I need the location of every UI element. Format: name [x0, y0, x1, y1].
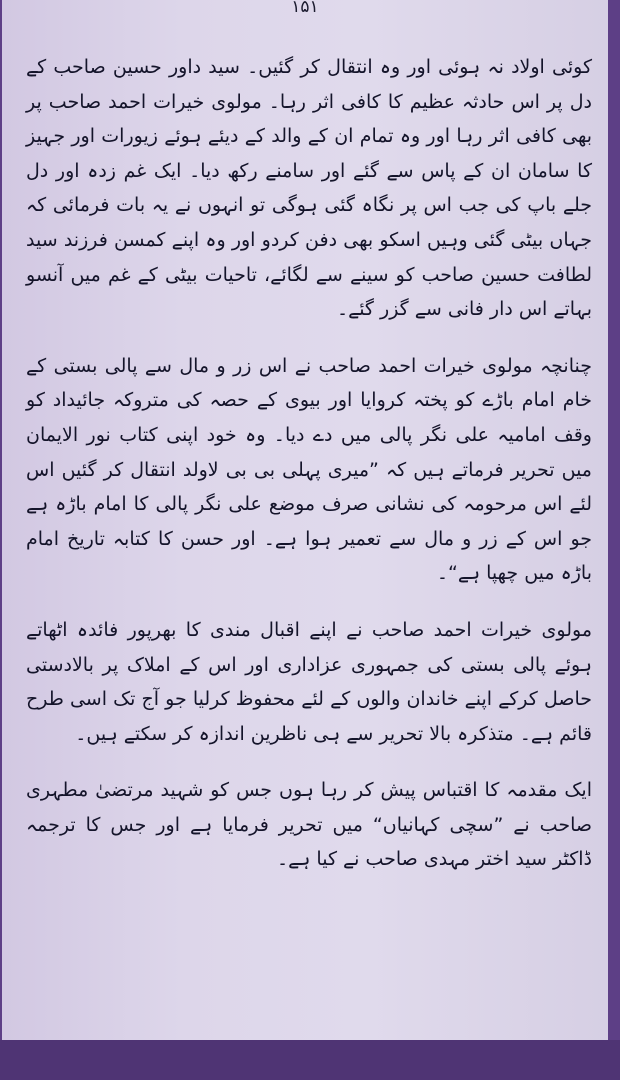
paragraph-2: چنانچہ مولوی خیرات احمد صاحب نے اس زر و مال سے پالی بستی کے خام امام باڑے کو پختہ کروایا اور بیوی کے حصہ کی متروکہ جائیداد کو وقف امامیہ علی نگر پالی میں دے دیا۔ وہ خود اپنی کتاب نور الایمان میں تحریر فرماتے ہیں کہ ”میری پہلی بی بی لاولد انتقال کر گئیں اس لئے اس مرحومہ کی نشانی صرف موضع علی نگر پالی کا امام باڑہ ہے جو اس کے زر و مال سے تعمیر ہوا ہے۔ اور حسن کا کتابہ تاریخ امام باڑہ میں چھپا ہے“۔	[26, 354, 592, 585]
page-edge-shadow	[0, 1040, 620, 1080]
paragraph-3: مولوی خیرات احمد صاحب نے اپنے اقبال مندی کا بھرپور فائدہ اٹھاتے ہوئے پالی بستی کی جمہوری عزاداری اور اس کے املاک پر بالادستی حاصل کرکے اپنے خاندان والوں کے لئے محفوظ کرلیا جو آج تک اسی طرح قائم ہے۔ متذکرہ بالا تحریر سے ہی ناظرین اندازہ کر سکتے ہیں۔	[26, 618, 592, 745]
book-page	[2, 0, 608, 1060]
paragraph-1: کوئی اولاد نہ ہوئی اور وہ انتقال کر گئیں۔ سید داور حسین صاحب کے دل پر اس حادثہ عظیم کا کافی اثر رہا۔ مولوی خیرات احمد صاحب پر بھی کافی اثر رہا اور وہ تمام ان کے والد کے دیئے ہوئے زیورات اور جہیز کا سامان ان کے پاس سے گئے اور سامنے رکھ دیا۔ ایک غم زدہ اور دل جلے باپ کی جب اس پر نگاہ گئی ہوگی تو انہوں نے یہ بات فرمائی کہ جہاں بیٹی گئی وہیں اسکو بھی دفن کردو اور وہ اپنے کمسن فرزند سید لطافت حسین صاحب کو سینے سے لگائے، تاحیات بیٹی کے غم میں آنسو بہاتے اس دار فانی سے گزر گئے۔	[26, 56, 592, 321]
page-number: ۱۵۱	[291, 0, 319, 12]
page-body-text	[26, 50, 592, 877]
paragraph-4: ایک مقدمہ کا اقتباس پیش کر رہا ہوں جس کو شہید مرتضیٰ مطہری صاحب نے ”سچی کہانیاں“ میں تحریر فرمایا ہے اور جس کا ترجمہ ڈاکٹر سید اختر مہدی صاحب نے کیا ہے۔	[26, 779, 592, 871]
